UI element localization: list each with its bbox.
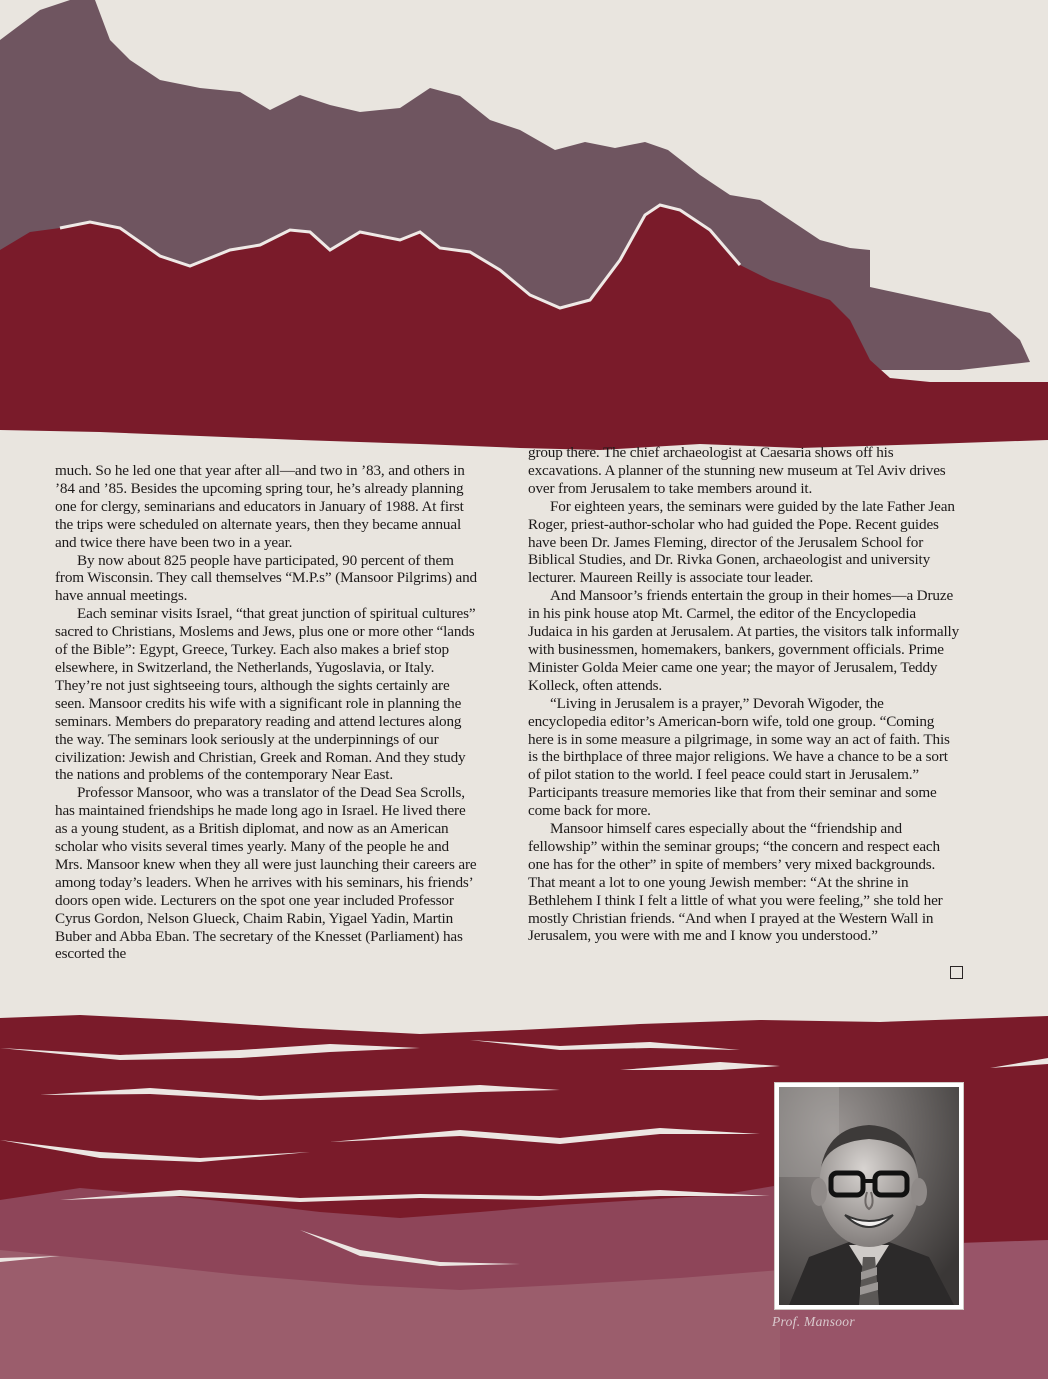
portrait-illustration <box>779 1087 959 1305</box>
photo-caption: Prof. Mansoor <box>772 1314 855 1329</box>
article-paragraph: Mansoor himself cares especially about the “friendship and fellowship” within the seminar groups; “the concern and respect each one has for the other” in spite of members’ very mixed backgrounds. That meant a lot to one young Jewish member: “At the shrine in Bethlehem I think I felt a little of what you were feeling,” she told her mostly Christian friends. “And when I prayed at the Western Wall in Jerusalem, you were with me and I know you understood.” <box>528 820 943 945</box>
end-of-article-mark <box>950 966 963 979</box>
article-paragraph: Professor Mansoor, who was a translator of the Dead Sea Scrolls, has maintained friendships he made long ago in Israel. He lived there as a young student, as a British diplomat, and now as an American scholar who visits several times yearly. Many of the people he and Mrs. Mansoor knew when they all were just launching their careers are among today’s leaders. When he arrives with his seminars, his friends’ doors open wide. Lecturers on the spot one year included Professor Cyrus Gordon, Nelson Glueck, Chaim Rabin, Yigael Yadin, Martin Buber and Abba Eban. The secretary of the Knesset (Parliament) has escorted the <box>55 784 477 963</box>
article-left-column <box>55 462 479 963</box>
portrait-photo <box>779 1087 959 1305</box>
article-paragraph: For eighteen years, the seminars were guided by the late Father Jean Roger, priest-author-scholar who had guided the Pope. Recent guides have been Dr. James Fleming, director of the Jerusalem School for Biblical Studies, and Dr. Rivka Gonen, archaeologist and university lecturer. Maureen Reilly is associate tour leader. <box>528 497 955 587</box>
article-right-column <box>528 444 960 945</box>
article-paragraph: By now about 825 people have participated, 90 percent of them from Wisconsin. They call themselves “M.P.s” (Mansoor Pilgrims) and have annual meetings. <box>55 551 477 605</box>
article-paragraph: much. So he led one that year after all—and two in ’83, and others in ’84 and ’85. Besides the upcoming spring tour, he’s already planning one for clergy, seminarians and educators in January of 1988. At first the trips were scheduled on alternate years, then they became annual and twice there have been two in a year. <box>55 462 465 551</box>
article-paragraph: group there. The chief archaeologist at Caesaria shows off his excavations. A planner of the stunning new museum at Tel Aviv drives over from Jerusalem to take members around it. <box>528 444 946 497</box>
portrait-photo-frame <box>775 1083 963 1309</box>
article-paragraph: And Mansoor’s friends entertain the group in their homes—a Druze in his pink house atop Mt. Carmel, the editor of the Encyclopedia Judaica in his garden at Jerusalem. At parties, the visitors talk informally with businessmen, homemakers, bankers, government officials. Prime Minister Golda Meier came one year; the mayor of Jerusalem, Teddy Kolleck, often attends. <box>528 587 960 694</box>
article-paragraph: “Living in Jerusalem is a prayer,” Devorah Wigoder, the encyclopedia editor’s American-born wife, told one group. “Coming here is in some measure a pilgrimage, in some way an act of faith. This is the birthplace of three major religions. We have a chance to be a sort of pilot station to the world. I feel peace could start in Jerusalem.” Participants treasure memories like that from their seminar and some come back for more. <box>528 694 950 820</box>
article-paragraph: Each seminar visits Israel, “that great junction of spiritual cultures” sacred to Christians, Moslems and Jews, plus one or more other “lands of the Bible”: Egypt, Greece, Turkey. Each also makes a brief stop elsewhere, in Switzerland, the Netherlands, Yugoslavia, or Italy. They’re not just sightseeing tours, although the sights certainly are seen. Mansoor credits his wife with a significant role in planning the seminars. Members do preparatory reading and attend lectures along the way. The seminars look seriously at the underpinnings of our civilization: Jewish and Christian, Greek and Roman. And they study the nations and problems of the contemporary Near East. <box>55 605 476 784</box>
